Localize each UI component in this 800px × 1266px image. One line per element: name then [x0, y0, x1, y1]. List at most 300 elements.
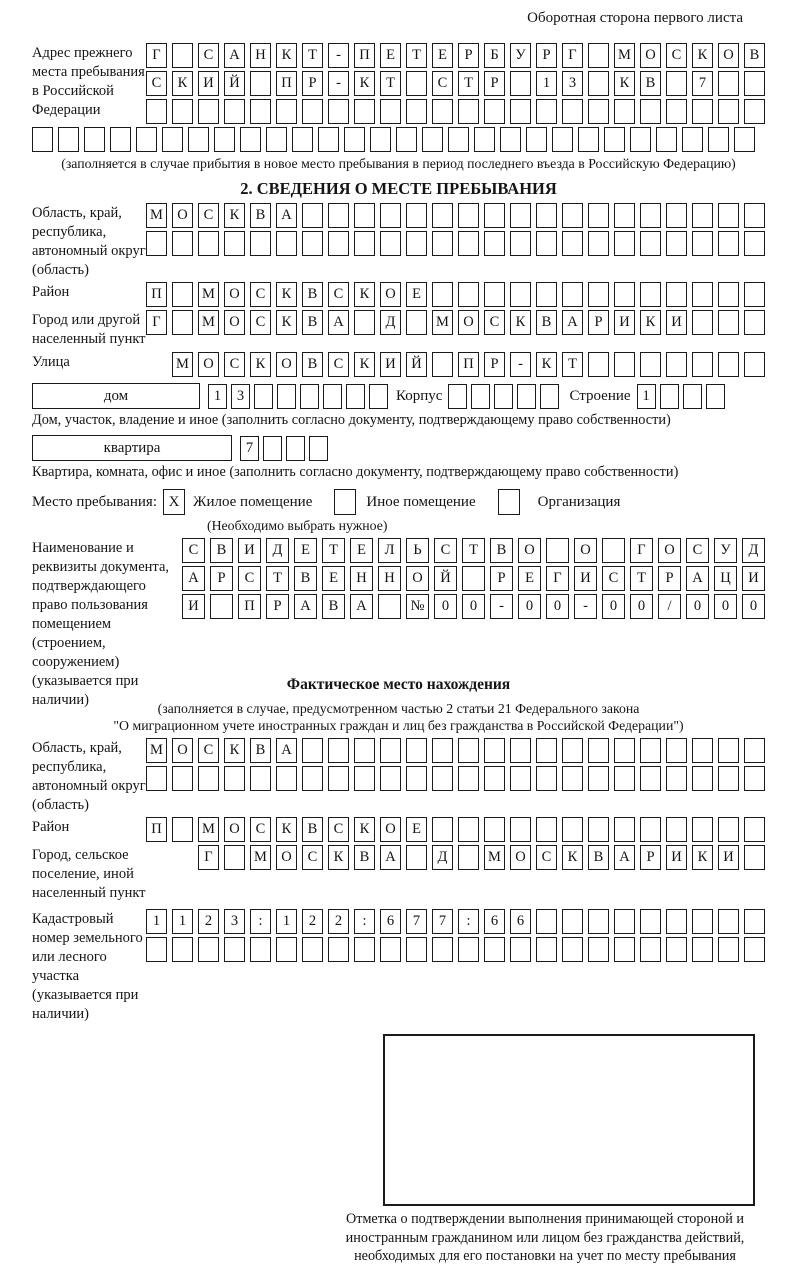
char-cell[interactable]	[354, 203, 375, 228]
char-cell[interactable]	[172, 99, 193, 124]
char-cell[interactable]: О	[658, 538, 681, 563]
char-cell[interactable]: 2	[328, 909, 349, 934]
char-cell[interactable]: И	[742, 566, 765, 591]
char-cell[interactable]	[666, 203, 687, 228]
char-cell[interactable]	[510, 71, 531, 96]
char-cell[interactable]	[432, 937, 453, 962]
char-cell[interactable]	[198, 937, 219, 962]
char-cell[interactable]: С	[146, 71, 167, 96]
char-cell[interactable]	[718, 282, 739, 307]
char-cell[interactable]: К	[562, 845, 583, 870]
char-cell[interactable]: -	[328, 71, 349, 96]
char-cell[interactable]	[630, 127, 651, 152]
char-cell[interactable]: К	[640, 310, 661, 335]
char-cell[interactable]	[744, 282, 765, 307]
char-cell[interactable]	[136, 127, 157, 152]
char-cell[interactable]	[718, 99, 739, 124]
char-cell[interactable]	[172, 231, 193, 256]
char-cell[interactable]	[369, 384, 388, 409]
char-cell[interactable]	[718, 937, 739, 962]
char-cell[interactable]: О	[406, 566, 429, 591]
char-cell[interactable]	[448, 384, 467, 409]
char-cell[interactable]: Р	[640, 845, 661, 870]
char-cell[interactable]: О	[510, 845, 531, 870]
char-cell[interactable]: С	[328, 817, 349, 842]
char-cell[interactable]	[458, 738, 479, 763]
char-cell[interactable]	[536, 766, 557, 791]
char-cell[interactable]: В	[640, 71, 661, 96]
char-cell[interactable]	[718, 352, 739, 377]
checkbox-other-premises[interactable]	[334, 489, 356, 515]
char-cell[interactable]: Р	[490, 566, 513, 591]
char-cell[interactable]	[517, 384, 536, 409]
char-cell[interactable]: 2	[198, 909, 219, 934]
char-cell[interactable]: С	[434, 538, 457, 563]
char-cell[interactable]	[432, 282, 453, 307]
char-cell[interactable]: С	[328, 282, 349, 307]
char-cell[interactable]	[718, 817, 739, 842]
char-cell[interactable]: 0	[602, 594, 625, 619]
char-cell[interactable]	[640, 738, 661, 763]
char-cell[interactable]	[640, 203, 661, 228]
char-cell[interactable]	[656, 127, 677, 152]
apartment-type-box[interactable]: квартира	[32, 435, 232, 461]
char-cell[interactable]	[146, 766, 167, 791]
char-cell[interactable]	[458, 282, 479, 307]
char-cell[interactable]	[692, 738, 713, 763]
char-cell[interactable]: О	[224, 282, 245, 307]
char-cell[interactable]	[666, 766, 687, 791]
char-cell[interactable]	[640, 282, 661, 307]
char-cell[interactable]: В	[322, 594, 345, 619]
char-cell[interactable]	[370, 127, 391, 152]
char-cell[interactable]	[292, 127, 313, 152]
char-cell[interactable]: О	[224, 310, 245, 335]
char-cell[interactable]	[188, 127, 209, 152]
char-cell[interactable]: 0	[546, 594, 569, 619]
char-cell[interactable]	[432, 203, 453, 228]
char-cell[interactable]	[406, 203, 427, 228]
char-cell[interactable]: Д	[742, 538, 765, 563]
char-cell[interactable]	[666, 738, 687, 763]
char-cell[interactable]: К	[692, 845, 713, 870]
char-cell[interactable]	[682, 127, 703, 152]
char-cell[interactable]: Н	[378, 566, 401, 591]
char-cell[interactable]	[224, 99, 245, 124]
char-cell[interactable]	[666, 352, 687, 377]
char-cell[interactable]: 1	[172, 909, 193, 934]
char-cell[interactable]	[458, 231, 479, 256]
char-cell[interactable]: А	[224, 43, 245, 68]
char-cell[interactable]	[380, 937, 401, 962]
char-cell[interactable]	[734, 127, 755, 152]
char-cell[interactable]	[562, 282, 583, 307]
char-cell[interactable]: Т	[462, 538, 485, 563]
char-cell[interactable]: 0	[434, 594, 457, 619]
char-cell[interactable]	[406, 99, 427, 124]
char-cell[interactable]	[406, 937, 427, 962]
char-cell[interactable]: М	[250, 845, 271, 870]
char-cell[interactable]	[666, 71, 687, 96]
char-cell[interactable]	[510, 817, 531, 842]
char-cell[interactable]	[666, 282, 687, 307]
char-cell[interactable]: 2	[302, 909, 323, 934]
char-cell[interactable]: К	[692, 43, 713, 68]
char-cell[interactable]: С	[238, 566, 261, 591]
char-cell[interactable]: С	[602, 566, 625, 591]
char-cell[interactable]: А	[686, 566, 709, 591]
char-cell[interactable]: П	[354, 43, 375, 68]
char-cell[interactable]	[328, 738, 349, 763]
char-cell[interactable]	[263, 436, 282, 461]
char-cell[interactable]: И	[666, 845, 687, 870]
char-cell[interactable]: М	[432, 310, 453, 335]
char-cell[interactable]	[346, 384, 365, 409]
char-cell[interactable]	[276, 99, 297, 124]
char-cell[interactable]	[640, 231, 661, 256]
char-cell[interactable]: О	[718, 43, 739, 68]
char-cell[interactable]	[510, 766, 531, 791]
char-cell[interactable]	[302, 766, 323, 791]
char-cell[interactable]	[744, 231, 765, 256]
char-cell[interactable]	[640, 352, 661, 377]
char-cell[interactable]: Т	[562, 352, 583, 377]
char-cell[interactable]: 7	[240, 436, 259, 461]
char-cell[interactable]	[172, 310, 193, 335]
char-cell[interactable]	[666, 231, 687, 256]
char-cell[interactable]	[172, 937, 193, 962]
char-cell[interactable]: 1	[276, 909, 297, 934]
char-cell[interactable]	[309, 436, 328, 461]
char-cell[interactable]	[744, 99, 765, 124]
char-cell[interactable]	[58, 127, 79, 152]
char-cell[interactable]: В	[210, 538, 233, 563]
char-cell[interactable]	[510, 937, 531, 962]
char-cell[interactable]: Г	[198, 845, 219, 870]
char-cell[interactable]: О	[172, 738, 193, 763]
checkbox-organization[interactable]	[498, 489, 520, 515]
char-cell[interactable]: Г	[146, 43, 167, 68]
char-cell[interactable]	[110, 127, 131, 152]
char-cell[interactable]: Р	[658, 566, 681, 591]
char-cell[interactable]: С	[250, 310, 271, 335]
char-cell[interactable]	[604, 127, 625, 152]
char-cell[interactable]: 0	[742, 594, 765, 619]
char-cell[interactable]	[510, 738, 531, 763]
char-cell[interactable]: С	[432, 71, 453, 96]
char-cell[interactable]	[378, 594, 401, 619]
char-cell[interactable]: М	[198, 310, 219, 335]
char-cell[interactable]: П	[238, 594, 261, 619]
char-cell[interactable]: 6	[484, 909, 505, 934]
char-cell[interactable]	[744, 817, 765, 842]
char-cell[interactable]	[474, 127, 495, 152]
char-cell[interactable]: 7	[432, 909, 453, 934]
char-cell[interactable]	[302, 937, 323, 962]
char-cell[interactable]	[640, 99, 661, 124]
char-cell[interactable]	[536, 738, 557, 763]
char-cell[interactable]	[744, 845, 765, 870]
char-cell[interactable]: У	[714, 538, 737, 563]
char-cell[interactable]	[484, 766, 505, 791]
char-cell[interactable]	[198, 766, 219, 791]
char-cell[interactable]	[146, 231, 167, 256]
char-cell[interactable]: И	[718, 845, 739, 870]
char-cell[interactable]	[432, 738, 453, 763]
char-cell[interactable]: Г	[630, 538, 653, 563]
char-cell[interactable]	[562, 203, 583, 228]
char-cell[interactable]: К	[224, 203, 245, 228]
char-cell[interactable]: С	[224, 352, 245, 377]
char-cell[interactable]: С	[250, 282, 271, 307]
char-cell[interactable]	[406, 766, 427, 791]
char-cell[interactable]	[692, 99, 713, 124]
char-cell[interactable]: К	[276, 43, 297, 68]
char-cell[interactable]: В	[354, 845, 375, 870]
char-cell[interactable]	[302, 203, 323, 228]
char-cell[interactable]	[406, 310, 427, 335]
char-cell[interactable]: О	[640, 43, 661, 68]
char-cell[interactable]	[614, 352, 635, 377]
char-cell[interactable]: Р	[266, 594, 289, 619]
char-cell[interactable]	[500, 127, 521, 152]
char-cell[interactable]	[172, 817, 193, 842]
char-cell[interactable]: С	[302, 845, 323, 870]
char-cell[interactable]: Ь	[406, 538, 429, 563]
char-cell[interactable]	[354, 937, 375, 962]
char-cell[interactable]: К	[328, 845, 349, 870]
char-cell[interactable]: С	[536, 845, 557, 870]
char-cell[interactable]	[172, 43, 193, 68]
char-cell[interactable]: В	[536, 310, 557, 335]
char-cell[interactable]	[588, 231, 609, 256]
char-cell[interactable]	[354, 766, 375, 791]
char-cell[interactable]	[666, 937, 687, 962]
char-cell[interactable]	[380, 766, 401, 791]
char-cell[interactable]: С	[250, 817, 271, 842]
char-cell[interactable]	[614, 766, 635, 791]
char-cell[interactable]	[328, 203, 349, 228]
char-cell[interactable]: О	[518, 538, 541, 563]
char-cell[interactable]	[250, 71, 271, 96]
char-cell[interactable]	[380, 738, 401, 763]
char-cell[interactable]	[536, 282, 557, 307]
char-cell[interactable]	[588, 99, 609, 124]
char-cell[interactable]	[692, 937, 713, 962]
char-cell[interactable]: К	[354, 817, 375, 842]
char-cell[interactable]	[588, 203, 609, 228]
char-cell[interactable]	[536, 203, 557, 228]
char-cell[interactable]: 3	[231, 384, 250, 409]
char-cell[interactable]	[224, 937, 245, 962]
char-cell[interactable]: В	[294, 566, 317, 591]
char-cell[interactable]	[666, 909, 687, 934]
char-cell[interactable]: И	[182, 594, 205, 619]
char-cell[interactable]: О	[458, 310, 479, 335]
char-cell[interactable]	[328, 937, 349, 962]
char-cell[interactable]: И	[614, 310, 635, 335]
char-cell[interactable]	[354, 99, 375, 124]
char-cell[interactable]	[588, 766, 609, 791]
char-cell[interactable]: К	[250, 352, 271, 377]
char-cell[interactable]: М	[198, 282, 219, 307]
char-cell[interactable]: С	[198, 738, 219, 763]
char-cell[interactable]	[406, 71, 427, 96]
char-cell[interactable]	[510, 203, 531, 228]
house-type-box[interactable]: дом	[32, 383, 200, 409]
char-cell[interactable]	[614, 738, 635, 763]
char-cell[interactable]	[250, 766, 271, 791]
char-cell[interactable]: С	[328, 352, 349, 377]
char-cell[interactable]: А	[294, 594, 317, 619]
char-cell[interactable]	[692, 310, 713, 335]
char-cell[interactable]	[562, 738, 583, 763]
char-cell[interactable]: №	[406, 594, 429, 619]
char-cell[interactable]	[323, 384, 342, 409]
char-cell[interactable]: 1	[536, 71, 557, 96]
char-cell[interactable]	[510, 99, 531, 124]
char-cell[interactable]: В	[250, 203, 271, 228]
char-cell[interactable]	[471, 384, 490, 409]
char-cell[interactable]	[344, 127, 365, 152]
char-cell[interactable]	[422, 127, 443, 152]
char-cell[interactable]	[744, 766, 765, 791]
char-cell[interactable]: М	[198, 817, 219, 842]
char-cell[interactable]	[432, 352, 453, 377]
char-cell[interactable]: Г	[546, 566, 569, 591]
char-cell[interactable]	[562, 99, 583, 124]
char-cell[interactable]	[484, 282, 505, 307]
char-cell[interactable]	[224, 231, 245, 256]
char-cell[interactable]	[302, 231, 323, 256]
char-cell[interactable]	[302, 99, 323, 124]
char-cell[interactable]	[552, 127, 573, 152]
char-cell[interactable]: Б	[484, 43, 505, 68]
char-cell[interactable]: Д	[432, 845, 453, 870]
char-cell[interactable]	[692, 352, 713, 377]
char-cell[interactable]	[318, 127, 339, 152]
char-cell[interactable]: С	[198, 43, 219, 68]
char-cell[interactable]	[266, 127, 287, 152]
char-cell[interactable]	[640, 766, 661, 791]
char-cell[interactable]: -	[510, 352, 531, 377]
char-cell[interactable]: В	[302, 282, 323, 307]
char-cell[interactable]	[706, 384, 725, 409]
char-cell[interactable]: :	[354, 909, 375, 934]
char-cell[interactable]	[660, 384, 679, 409]
char-cell[interactable]: М	[146, 203, 167, 228]
char-cell[interactable]: 0	[462, 594, 485, 619]
char-cell[interactable]	[328, 99, 349, 124]
char-cell[interactable]: Т	[302, 43, 323, 68]
char-cell[interactable]	[718, 909, 739, 934]
char-cell[interactable]	[448, 127, 469, 152]
char-cell[interactable]: Т	[630, 566, 653, 591]
char-cell[interactable]	[277, 384, 296, 409]
char-cell[interactable]	[494, 384, 513, 409]
char-cell[interactable]: К	[172, 71, 193, 96]
char-cell[interactable]	[458, 203, 479, 228]
char-cell[interactable]	[588, 71, 609, 96]
char-cell[interactable]: Д	[266, 538, 289, 563]
char-cell[interactable]: К	[276, 282, 297, 307]
char-cell[interactable]	[536, 231, 557, 256]
char-cell[interactable]	[666, 99, 687, 124]
char-cell[interactable]: У	[510, 43, 531, 68]
char-cell[interactable]	[744, 310, 765, 335]
char-cell[interactable]	[562, 817, 583, 842]
char-cell[interactable]	[162, 127, 183, 152]
char-cell[interactable]: -	[490, 594, 513, 619]
char-cell[interactable]: В	[302, 310, 323, 335]
char-cell[interactable]	[718, 766, 739, 791]
char-cell[interactable]	[614, 203, 635, 228]
char-cell[interactable]: 1	[208, 384, 227, 409]
char-cell[interactable]	[578, 127, 599, 152]
char-cell[interactable]: Т	[380, 71, 401, 96]
char-cell[interactable]: К	[276, 310, 297, 335]
char-cell[interactable]	[406, 738, 427, 763]
char-cell[interactable]: И	[198, 71, 219, 96]
char-cell[interactable]: Р	[302, 71, 323, 96]
char-cell[interactable]	[614, 817, 635, 842]
char-cell[interactable]: Д	[380, 310, 401, 335]
char-cell[interactable]: Й	[224, 71, 245, 96]
char-cell[interactable]	[683, 384, 702, 409]
char-cell[interactable]: В	[250, 738, 271, 763]
char-cell[interactable]: М	[146, 738, 167, 763]
char-cell[interactable]	[250, 99, 271, 124]
char-cell[interactable]	[744, 71, 765, 96]
char-cell[interactable]: 7	[692, 71, 713, 96]
char-cell[interactable]	[254, 384, 273, 409]
char-cell[interactable]: О	[172, 203, 193, 228]
char-cell[interactable]	[286, 436, 305, 461]
char-cell[interactable]: К	[276, 817, 297, 842]
char-cell[interactable]	[172, 766, 193, 791]
char-cell[interactable]	[562, 231, 583, 256]
char-cell[interactable]	[484, 99, 505, 124]
char-cell[interactable]: М	[172, 352, 193, 377]
char-cell[interactable]	[744, 738, 765, 763]
char-cell[interactable]: К	[354, 352, 375, 377]
char-cell[interactable]	[458, 817, 479, 842]
char-cell[interactable]	[614, 282, 635, 307]
char-cell[interactable]: А	[380, 845, 401, 870]
char-cell[interactable]: 0	[714, 594, 737, 619]
char-cell[interactable]: /	[658, 594, 681, 619]
char-cell[interactable]	[614, 937, 635, 962]
char-cell[interactable]: С	[666, 43, 687, 68]
char-cell[interactable]: К	[224, 738, 245, 763]
char-cell[interactable]	[354, 231, 375, 256]
char-cell[interactable]: П	[458, 352, 479, 377]
char-cell[interactable]	[588, 937, 609, 962]
char-cell[interactable]: Е	[518, 566, 541, 591]
char-cell[interactable]: Й	[406, 352, 427, 377]
char-cell[interactable]	[718, 738, 739, 763]
char-cell[interactable]	[588, 817, 609, 842]
char-cell[interactable]	[588, 43, 609, 68]
char-cell[interactable]	[640, 937, 661, 962]
char-cell[interactable]: 7	[406, 909, 427, 934]
char-cell[interactable]	[692, 203, 713, 228]
char-cell[interactable]	[744, 909, 765, 934]
char-cell[interactable]: Й	[434, 566, 457, 591]
char-cell[interactable]: Р	[484, 352, 505, 377]
char-cell[interactable]	[354, 738, 375, 763]
char-cell[interactable]: А	[276, 203, 297, 228]
